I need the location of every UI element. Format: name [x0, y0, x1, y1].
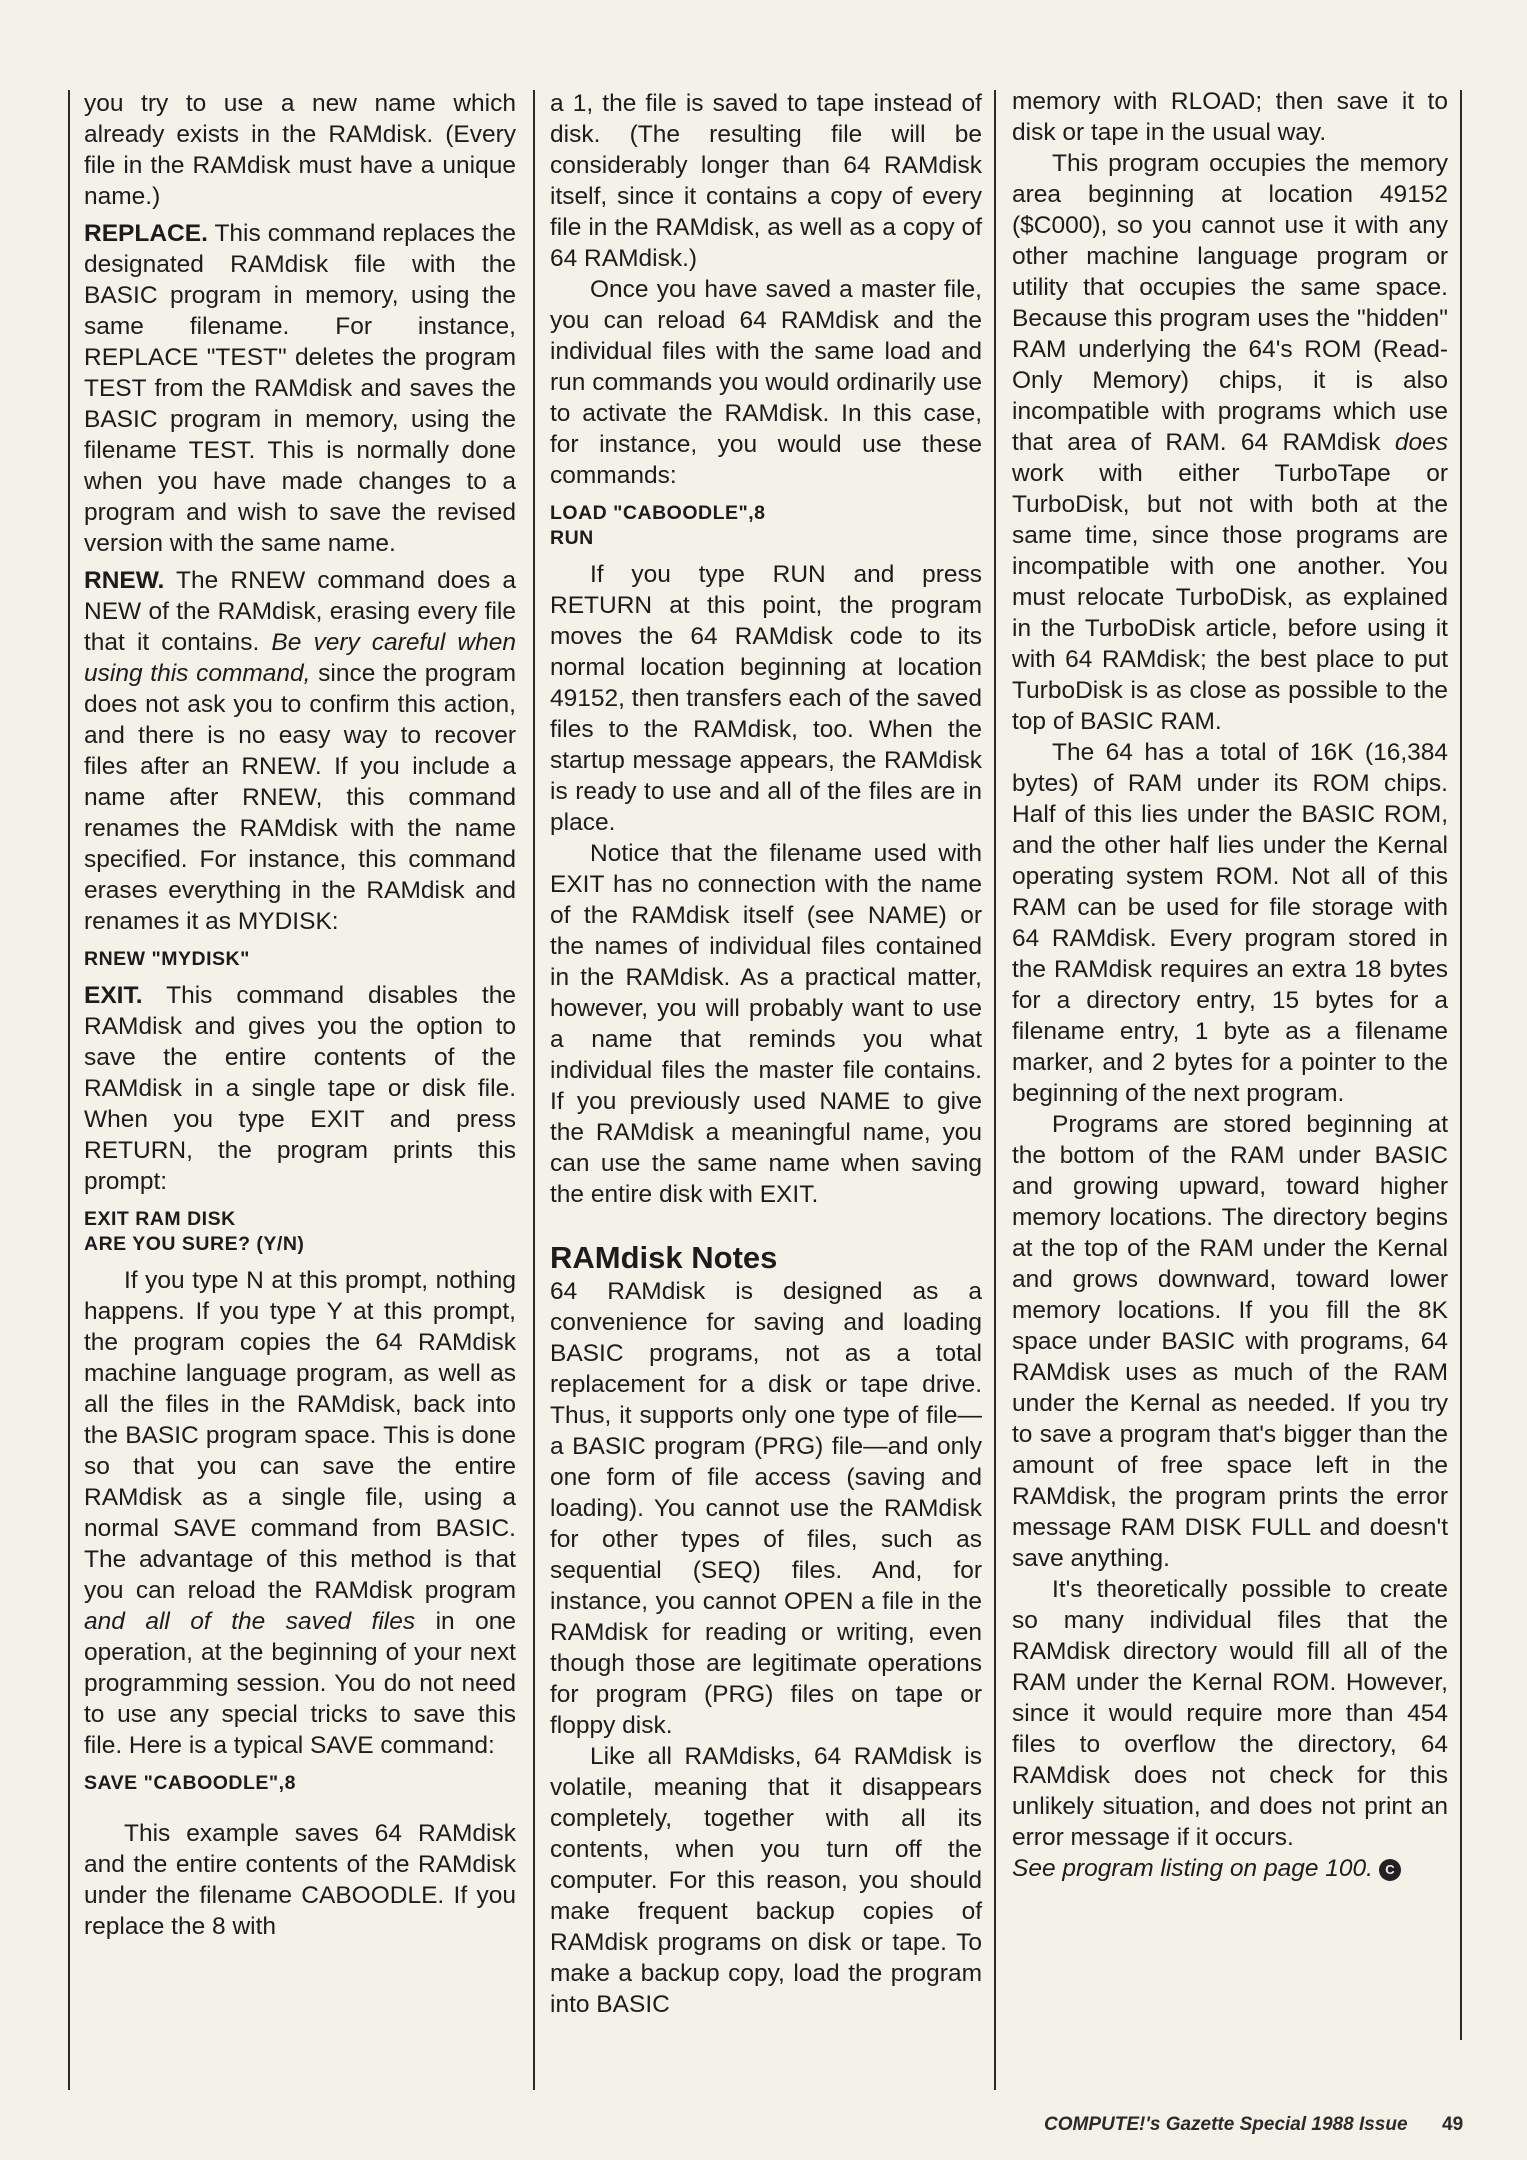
command-name: EXIT. [84, 982, 143, 1009]
paragraph [84, 1265, 516, 1761]
paragraph: Notice that the filename used with EXIT has no connection with the name of the RAMdisk itself (see NAME) or the names of individual files contained in the RAMdisk. As a practical matter, however, you will probably want to use a name that reminds you what individual files the master file contains. If you previously used NAME to give the RAMdisk a meaningful name, you can use the same name when saving the entire disk with EXIT. [550, 840, 982, 1208]
paragraph-text: If you type N at this prompt, nothing happens. If you type Y at this prompt, the program copies the 64 RAMdisk machine language program, as well as all the files in the RAMdisk, back into the BASIC program space. This is done so that you can save the entire RAMdisk as a single file, using a normal SAVE command from BASIC. The advantage of this method is that you can reload the RAMdisk program [84, 1267, 516, 1604]
code-line: EXIT RAM DISK [84, 1208, 236, 1230]
code-line: RUN [550, 527, 594, 549]
paragraph: a 1, the file is saved to tape instead of disk. (The resulting file will be considerably longer than 64 RAMdisk itself, since it contains a copy of every file in the RAMdisk, as well as a copy of 64 RAMdisk.) [550, 90, 982, 272]
paragraph: Programs are stored beginning at the bottom of the RAM under BASIC and growing upward, toward higher memory locations. The directory begins at the top of the RAM under the Kernal and grows downward, toward lower memory locations. If you fill the 8K space under BASIC with programs, 64 RAMdisk uses as much of the RAM under the Kernal as needed. If you try to save a program that's bigger than the amount of free space left in the RAMdisk, the program prints the error message RAM DISK FULL and doesn't save anything. [1012, 1111, 1448, 1572]
paragraph-text: This command disables the RAMdisk and gives you the option to save the entire contents of the RAMdisk in a single tape or disk file. When you type EXIT and press RETURN, the program prints this prompt: [84, 982, 516, 1195]
exit-paragraph [84, 980, 516, 1197]
column-rule-middle-right [994, 90, 996, 2090]
column-rule-right [1460, 90, 1462, 2040]
emphasis-text: does [1394, 429, 1448, 456]
column-rule-left [68, 90, 70, 2090]
code-line: SAVE "CABOODLE",8 [84, 1772, 296, 1794]
paragraph: Once you have saved a master file, you can reload 64 RAMdisk and the individual files with the same load and run commands you would ordinarily use to activate the RAMdisk. In this case, for instance, you would use these commands: [550, 276, 982, 489]
paragraph: memory with RLOAD; then save it to disk or tape in the usual way. [1012, 88, 1448, 146]
gazette-logo-icon: C [1379, 1859, 1401, 1881]
paragraph-text: since the program does not ask you to confirm this action, and there is no easy way to recover files after an RNEW. If you include a name after RNEW, this command renames the RAMdisk with the name specified. For instance, this command erases everything in the RAMdisk and renames it as MYDISK: [84, 660, 516, 935]
paragraph-text: The RNEW command does a NEW of the RAMdisk, erasing every file that it contains. [84, 567, 516, 656]
paragraph: you try to use a new name which already exists in the RAMdisk. (Every file in the RAMdisk must have a unique name.) [84, 90, 516, 210]
section-heading: RAMdisk Notes [550, 1240, 778, 1275]
listing-note [1012, 1853, 1448, 1884]
code-block [84, 1207, 516, 1257]
command-name: REPLACE. [84, 220, 208, 247]
paragraph: Like all RAMdisks, 64 RAMdisk is volatile, meaning that it disappears completely, together with all its contents, when you turn off the computer. For this reason, you should make frequent backup copies of RAMdisk programs on disk or tape. To make a backup copy, load the program into BASIC [550, 1743, 982, 2018]
code-line: LOAD "CABOODLE",8 [550, 502, 766, 524]
replace-paragraph [84, 218, 516, 559]
paragraph-text: This command replaces the designated RAMdisk file with the BASIC program in memory, using the same filename. For instance, REPLACE "TEST" deletes the program TEST from the RAMdisk and saves the BASIC program in memory, using the filename TEST. This is normally done when you have made changes to a program and wish to save the revised version with the same name. [84, 220, 516, 557]
listing-note-text: See program listing on page 100. [1012, 1855, 1373, 1882]
paragraph: This example saves 64 RAMdisk and the entire contents of the RAMdisk under the filename CABOODLE. If you replace the 8 with [84, 1820, 516, 1940]
publication-footer: COMPUTE!'s Gazette Special 1988 Issue [1044, 2114, 1408, 2135]
paragraph-text: in one operation, at the beginning of your next programming session. You do not need to use any special tricks to save this file. Here is a typical SAVE command: [84, 1608, 516, 1759]
column-1 [84, 88, 516, 1942]
paragraph: The 64 has a total of 16K (16,384 bytes) of RAM under its ROM chips. Half of this lies under the BASIC ROM, and the other half lies under the Kernal operating system ROM. Not all of this RAM can be used for file storage with 64 RAMdisk. Every program stored in the RAMdisk requires an extra 18 bytes for a directory entry, 15 bytes for a filename entry, 1 byte as a filename marker, and 2 bytes for a pointer to the beginning of the next program. [1012, 739, 1448, 1107]
code-block [550, 501, 982, 551]
code-line: ARE YOU SURE? (Y/N) [84, 1233, 305, 1255]
emphasis-text: Be very careful when using this command, [84, 629, 516, 687]
paragraph-text: work with either TurboTape or TurboDisk, but not with both at the same time, since those programs are incompatible with one another. You must relocate TurboDisk, as explained in the TurboDisk article, before using it with 64 RAMdisk; the best place to put TurboDisk is as close as possible to the top of BASIC RAM. [1012, 460, 1448, 735]
column-3 [1012, 86, 1448, 1884]
paragraph: If you type RUN and press RETURN at this point, the program moves the 64 RAMdisk code to its normal location beginning at location 49152, then transfers each of the saved files to the RAMdisk, too. When the startup message appears, the RAMdisk is ready to use and all of the files are in place. [550, 561, 982, 836]
column-rule-middle-left [533, 90, 535, 2090]
column-2 [550, 88, 982, 2020]
command-name: RNEW. [84, 567, 165, 594]
paragraph: 64 RAMdisk is designed as a convenience for saving and loading BASIC programs, not as a total replacement for a disk or tape drive. Thus, it supports only one type of file—a BASIC program (PRG) file—and only one form of file access (saving and loading). You cannot use the RAMdisk for other types of files, such as sequential (SEQ) files. And, for instance, you cannot OPEN a file in the RAMdisk for reading or writing, even though those are legitimate operations for program (PRG) files on tape or floppy disk. [550, 1278, 982, 1739]
paragraph [1012, 148, 1448, 737]
rnew-paragraph [84, 565, 516, 937]
page-number: 49 [1442, 2114, 1464, 2135]
paragraph-text: This program occupies the memory area beginning at location 49152 ($C000), so you cannot use it with any other machine language program or utility that occupies the same space. Because this program uses the "hidden" RAM underlying the 64's ROM (Read-Only Memory) chips, it is also incompatible with programs which use that area of RAM. 64 RAMdisk [1012, 150, 1448, 456]
code-line: RNEW "MYDISK" [84, 948, 250, 970]
emphasis-text: and all of the saved files [84, 1608, 416, 1635]
paragraph: It's theoretically possible to create so many individual files that the RAMdisk directory would fill all of the RAM under the Kernal ROM. However, since it would require more than 454 files to overflow the directory, 64 RAMdisk does not check for this unlikely situation, and does not print an error message if it occurs. [1012, 1576, 1448, 1851]
